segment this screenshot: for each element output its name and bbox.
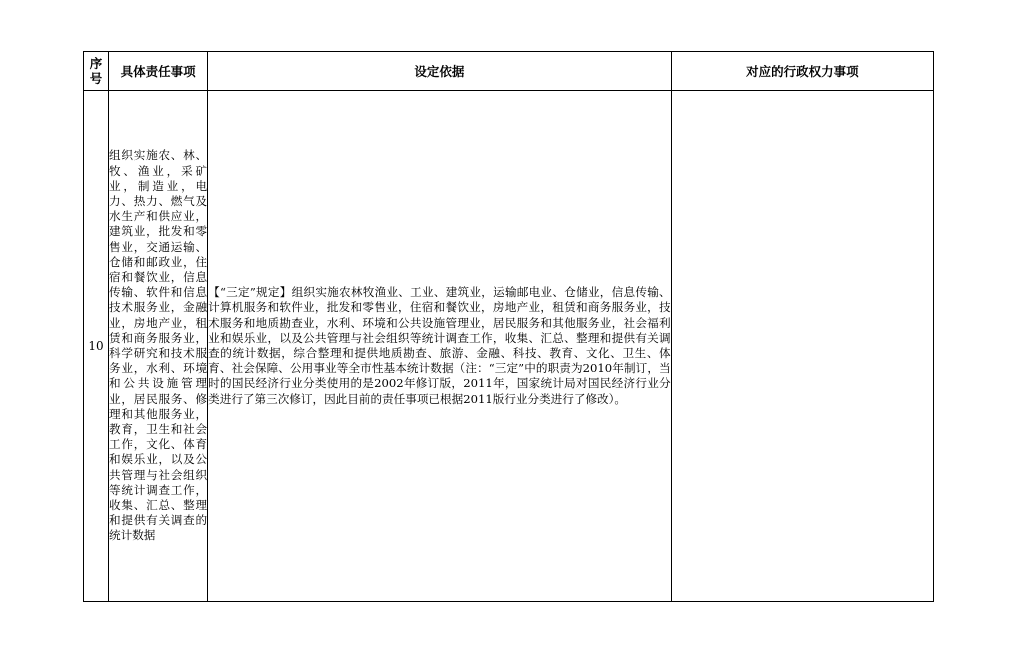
header-specific-duty: 具体责任事项: [109, 52, 208, 91]
row-administrative-power: [671, 91, 933, 602]
table-row: [84, 91, 934, 602]
table-header-row: [84, 52, 934, 91]
header-serial-number-label: 序号: [89, 56, 103, 86]
header-legal-basis: 设定依据: [208, 52, 672, 91]
header-administrative-power: 对应的行政权力事项: [671, 52, 933, 91]
responsibility-table: [83, 51, 934, 602]
row-specific-duty: 组织实施农、林、牧、渔业，采矿业，制造业，电力、热力、燃气及水生产和供应业，建筑业，批发和零售业，交通运输、仓储和邮政业，住宿和餐饮业，信息传输、软件和信息技术服务业，金融业，房地产业，租赁和商务服务业，科学研究和技术服务业，水利、环境和公共设施管理业，居民服务、修理和其他服务业，教育，卫生和社会工作，文化、体育和娱乐业，以及公共管理与社会组织等统计调查工作，收集、汇总、整理和提供有关调查的统计数据: [109, 91, 208, 602]
row-legal-basis: 【“三定”规定】组织实施农林牧渔业、工业、建筑业，运输邮电业、仓储业，信息传输、计算机服务和软件业，批发和零售业，住宿和餐饮业，房地产业，租赁和商务服务业，技术服务和地质勘查业，水利、环境和公共设施管理业，居民服务和其他服务业，社会福利业和娱乐业，以及公共管理与社会组织等统计调查工作，收集、汇总、整理和提供有关调查的统计数据，综合整理和提供地质勘查、旅游、金融、科技、教育、文化、卫生、体育、社会保障、公用事业等全市性基本统计数据（注：“三定”中的职责为2010年制订，当时的国民经济行业分类使用的是2002年修订版，2011年，国家统计局对国民经济行业分类进行了第三次修订，因此目前的责任事项已根据2011版行业分类进行了修改）。: [208, 91, 672, 602]
header-serial-number: [84, 52, 109, 91]
row-serial-number: 10: [84, 91, 109, 602]
